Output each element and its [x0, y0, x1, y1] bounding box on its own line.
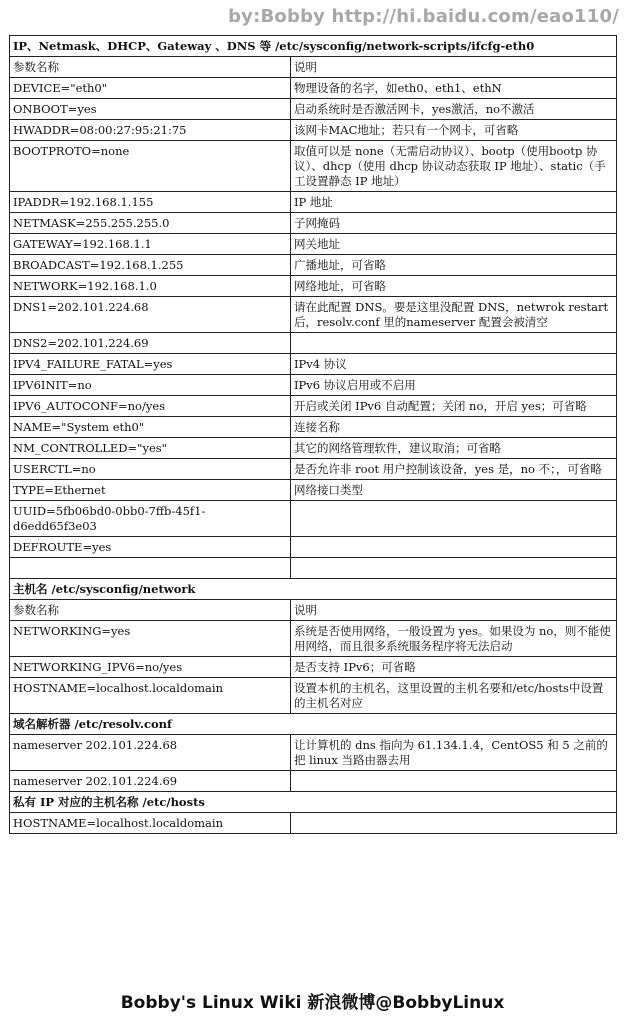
table-row: [10, 375, 616, 396]
desc-cell: 其它的网络管理软件，建议取消；可省略: [294, 441, 501, 455]
desc-cell: 网络接口类型: [294, 483, 363, 497]
desc-cell: 连接名称: [294, 420, 340, 434]
param-cell: HOSTNAME=localhost.localdomain: [10, 813, 291, 833]
desc-header: 说明: [294, 603, 317, 617]
desc-cell: 子网掩码: [294, 216, 340, 230]
table-row: [10, 417, 616, 438]
table-row: [10, 438, 616, 459]
desc-cell: [291, 333, 616, 353]
table-row: [10, 678, 616, 714]
param-cell: NETMASK=255.255.255.0: [10, 213, 291, 233]
table-header-row: [10, 57, 616, 78]
desc-cell: 让计算机的 dns 指向为 61.134.1.4，CentOS5 和 5 之前的把 linux 当路由器去用: [294, 738, 608, 767]
table-row: [10, 276, 616, 297]
param-cell: BOOTPROTO=none: [10, 141, 291, 191]
desc-cell: 广播地址，可省略: [294, 258, 386, 272]
table-row: [10, 771, 616, 792]
param-cell: IPADDR=192.168.1.155: [10, 192, 291, 212]
param-cell: TYPE=Ethernet: [10, 480, 291, 500]
table-row: [10, 99, 616, 120]
desc-cell: IPv6 协议启用或不启用: [294, 378, 416, 392]
table-row: [10, 213, 616, 234]
table-row: [10, 297, 616, 333]
param-cell: DEVICE="eth0": [10, 78, 291, 98]
section-title: [10, 714, 616, 735]
table-row: [10, 120, 616, 141]
desc-cell: 网关地址: [294, 237, 340, 251]
section-title-text: 域名解析器 /etc/resolv.conf: [13, 717, 172, 731]
footer-caption: Bobby's Linux Wiki 新浪微博@BobbyLinux: [120, 993, 505, 1013]
param-cell: IPV4_FAILURE_FATAL=yes: [10, 354, 291, 374]
table-row: [10, 78, 616, 99]
param-cell: DNS1=202.101.224.68: [10, 297, 291, 332]
watermark: by:Bobby http://hi.baidu.com/eao110/: [228, 6, 619, 27]
desc-cell: 取值可以是 none（无需启动协议）、bootp（使用bootp 协议）、dhcp（使用 dhcp 协议动态获取 IP 地址）、static（手工设置静态 IP 地址）: [294, 144, 606, 188]
desc-cell: [291, 771, 616, 791]
param-cell: ONBOOT=yes: [10, 99, 291, 119]
param-cell: DNS2=202.101.224.69: [10, 333, 291, 353]
param-cell: NM_CONTROLLED="yes": [10, 438, 291, 458]
table-row: [10, 501, 616, 537]
desc-cell: 该网卡MAC地址；若只有一个网卡，可省略: [294, 123, 519, 137]
param-cell: HOSTNAME=localhost.localdomain: [10, 678, 291, 713]
table-row: [10, 537, 616, 558]
section-title: [10, 579, 616, 600]
desc-cell: IP 地址: [294, 195, 333, 209]
table-row: [10, 141, 616, 192]
param-cell: NETWORKING_IPV6=no/yes: [10, 657, 291, 677]
table-row: [10, 480, 616, 501]
param-cell: DEFROUTE=yes: [10, 537, 291, 557]
param-cell: BROADCAST=192.168.1.255: [10, 255, 291, 275]
table-row: [10, 255, 616, 276]
desc-cell: [291, 537, 616, 557]
table-row: [10, 459, 616, 480]
table-row: [10, 354, 616, 375]
desc-cell: 是否允许非 root 用户控制该设备，yes 是，no 不；，可省略: [294, 462, 602, 476]
section-title: [10, 36, 616, 57]
desc-cell: [291, 558, 616, 578]
config-table: [9, 35, 617, 834]
param-header: 参数名称: [10, 57, 291, 77]
desc-cell: 是否支持 IPv6；可省略: [294, 660, 416, 674]
section-title: [10, 792, 616, 813]
desc-cell: [291, 501, 616, 536]
section-title-text: 主机名 /etc/sysconfig/network: [13, 582, 196, 596]
table-row: [10, 813, 616, 834]
param-cell: NETWORKING=yes: [10, 621, 291, 656]
desc-cell: 物理设备的名字，如eth0、eth1、ethN: [294, 81, 502, 95]
table-row: [10, 657, 616, 678]
param-cell: IPV6INIT=no: [10, 375, 291, 395]
param-cell: HWADDR=08:00:27:95:21:75: [10, 120, 291, 140]
param-header: 参数名称: [10, 600, 291, 620]
desc-cell: 设置本机的主机名，这里设置的主机名要和/etc/hosts中设置的主机名对应: [294, 681, 604, 710]
desc-cell: 启动系统时是否激活网卡，yes激活，no不激活: [294, 102, 535, 116]
desc-cell: 网络地址，可省略: [294, 279, 386, 293]
table-row: [10, 192, 616, 213]
param-cell: nameserver 202.101.224.68: [10, 735, 291, 770]
param-cell: USERCTL=no: [10, 459, 291, 479]
param-cell: UUID=5fb06bd0-0bb0-7ffb-45f1-d6edd65f3e03: [10, 501, 291, 536]
table-row: [10, 735, 616, 771]
param-cell: NAME="System eth0": [10, 417, 291, 437]
table-row: [10, 558, 616, 579]
desc-cell: IPv4 协议: [294, 357, 347, 371]
param-cell: IPV6_AUTOCONF=no/yes: [10, 396, 291, 416]
section-title-text: IP、Netmask、DHCP、Gateway 、DNS 等 /etc/sysconfig/network-scripts/ifcfg-eth0: [13, 39, 535, 53]
desc-cell: 请在此配置 DNS。要是这里没配置 DNS，netwrok restart 后，resolv.conf 里的nameserver 配置会被清空: [294, 300, 609, 329]
desc-cell: 系统是否使用网络，一般设置为 yes。如果设为 no，则不能使用网络，而且很多系统服务程序将无法启动: [294, 624, 611, 653]
param-cell: nameserver 202.101.224.69: [10, 771, 291, 791]
table-row: [10, 621, 616, 657]
desc-cell: 开启或关闭 IPv6 自动配置；关闭 no，开启 yes；可省略: [294, 399, 587, 413]
table-row: [10, 333, 616, 354]
table-header-row: [10, 600, 616, 621]
param-cell: GATEWAY=192.168.1.1: [10, 234, 291, 254]
param-cell: NETWORK=192.168.1.0: [10, 276, 291, 296]
table-row: [10, 396, 616, 417]
section-title-text: 私有 IP 对应的主机名称 /etc/hosts: [13, 795, 205, 809]
desc-cell: [291, 813, 616, 833]
table-row: [10, 234, 616, 255]
desc-header: 说明: [294, 60, 317, 74]
param-cell: [10, 558, 291, 578]
